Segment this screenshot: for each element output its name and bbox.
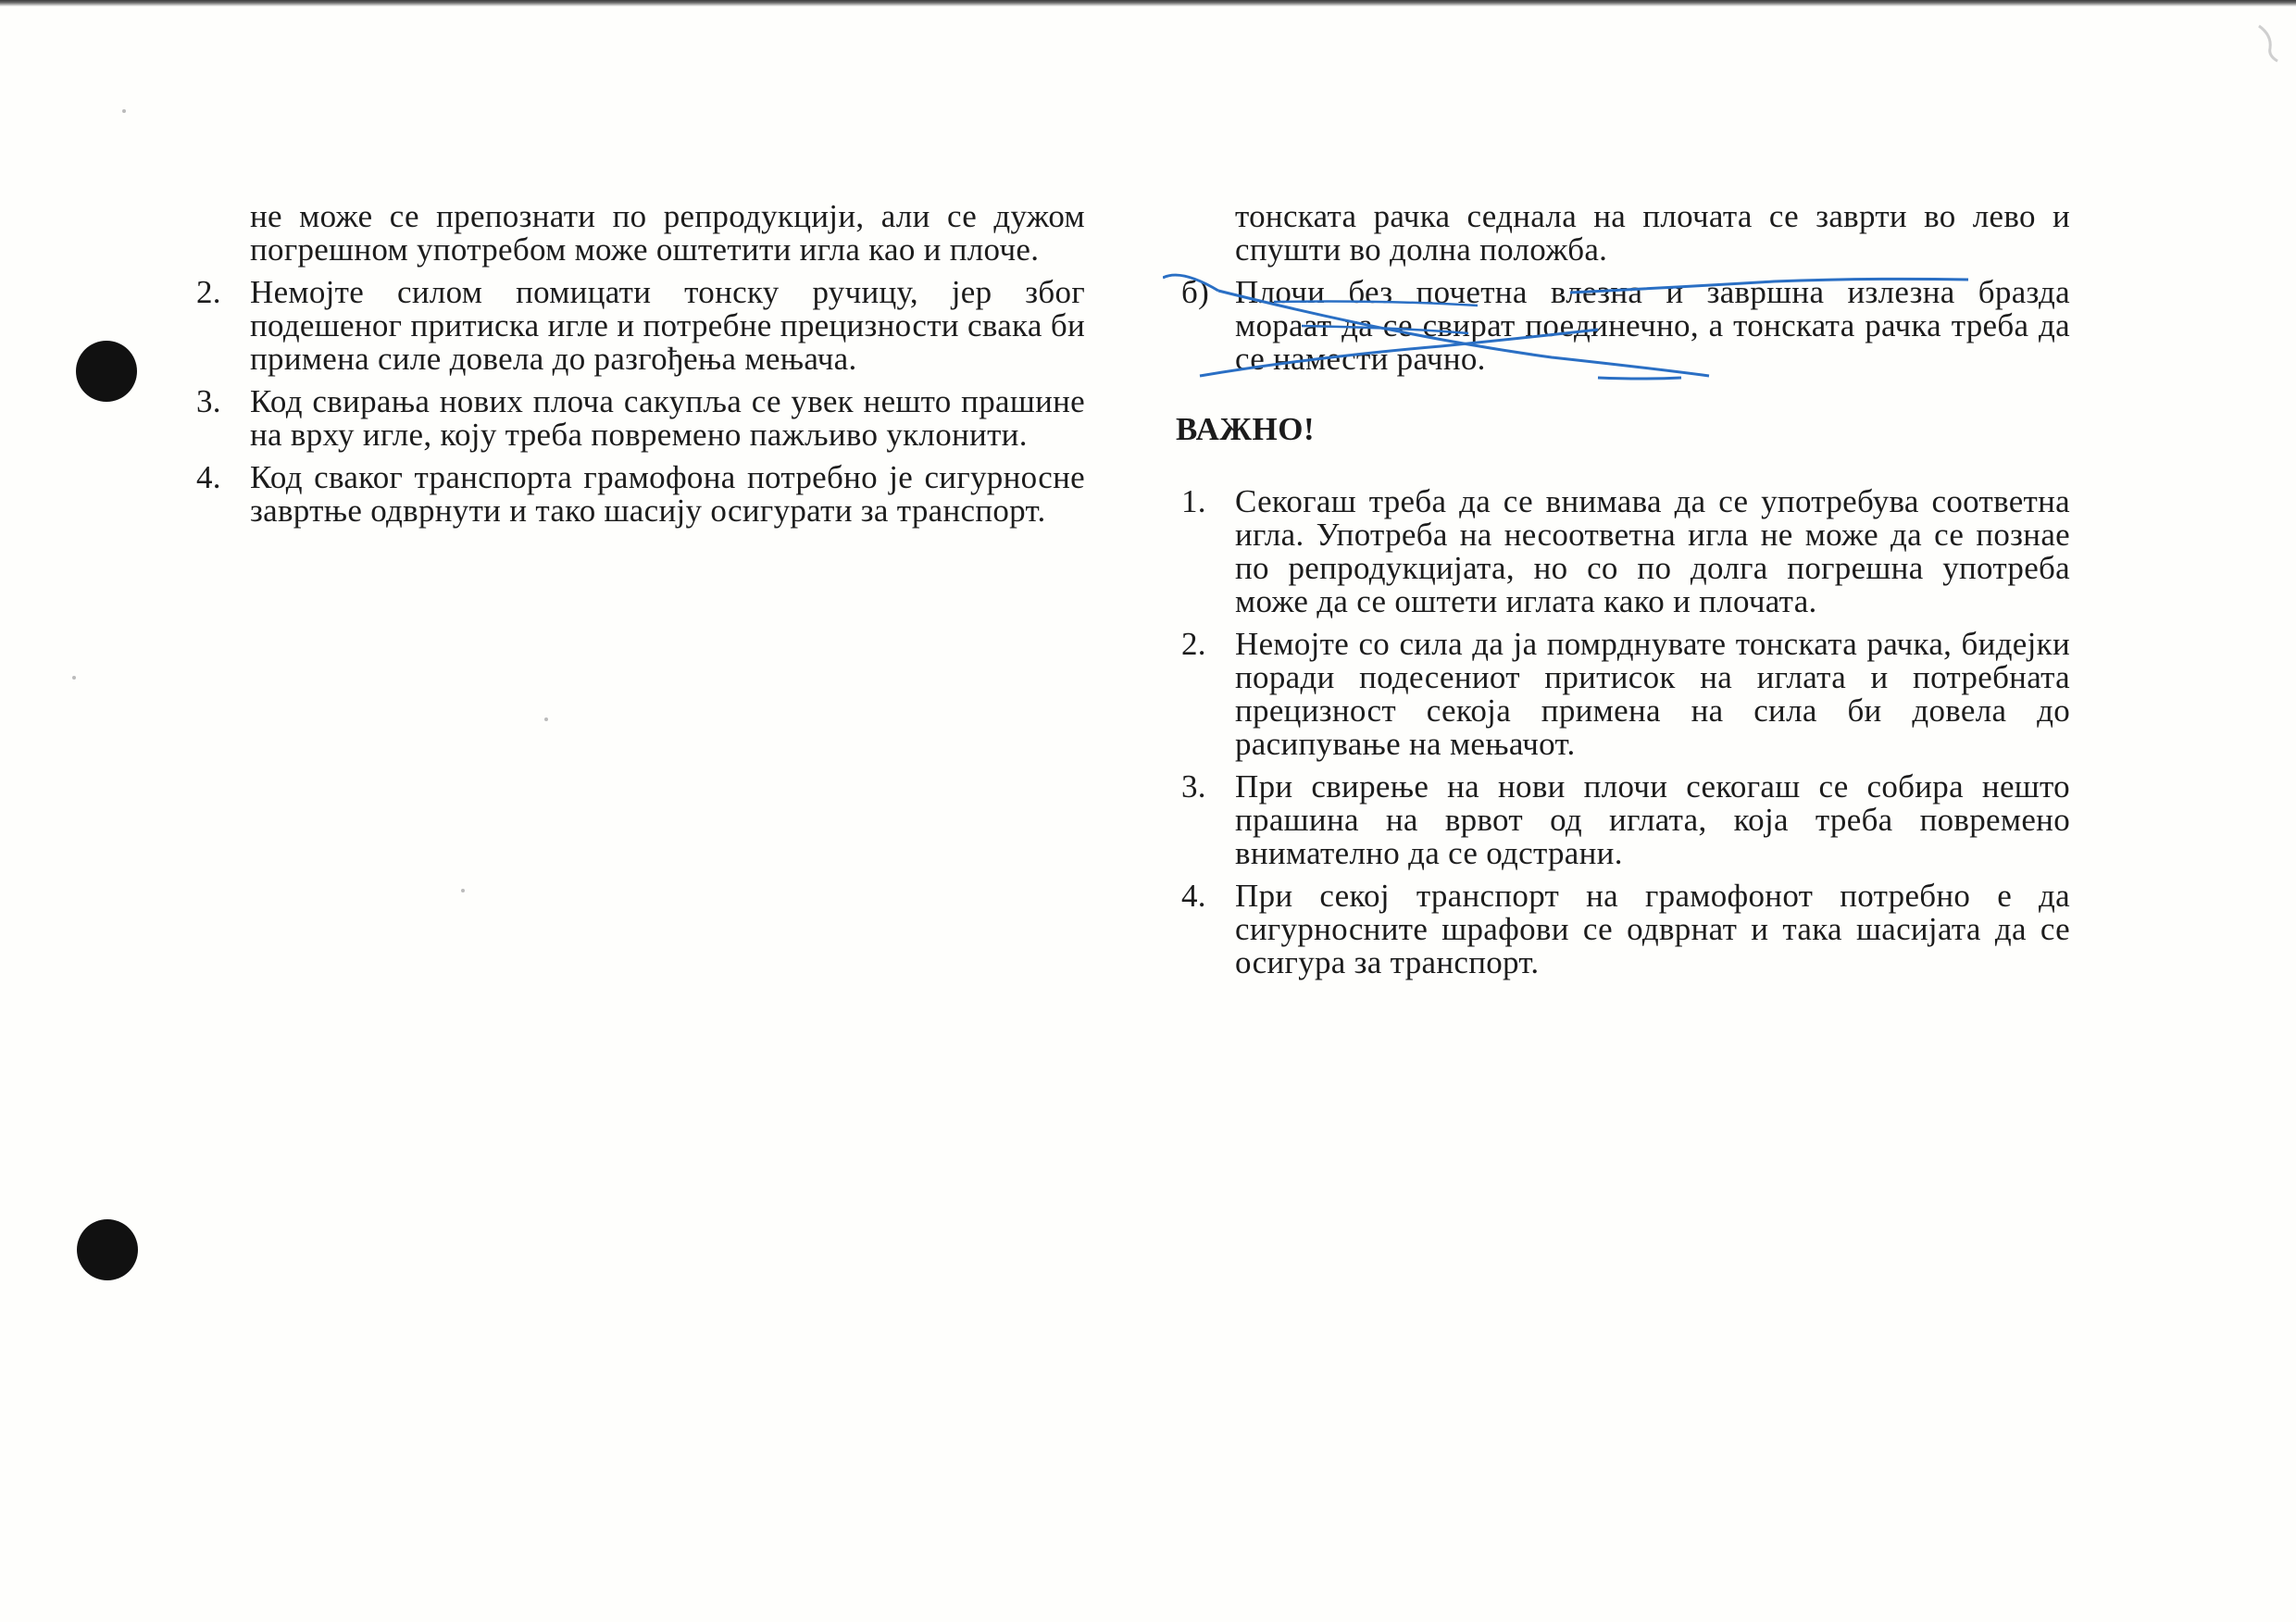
list-item	[1176, 770, 2070, 870]
left-continuation-text: не може се препознати по репродукцији, али се дужом погрешном употребом може оштетити игла као и плоче.	[250, 198, 1085, 268]
page-corner-fold	[2240, 0, 2296, 83]
list-number: 2.	[1181, 626, 1206, 662]
list-item	[1176, 485, 2070, 618]
struck-item-text: Плочи без почетна влезна и завршна излезна бразда мораат да се свират поединечно, а тонската рачка треба да се намести рачно.	[1235, 274, 2070, 377]
list-item-text: Немојте со сила да ја помрднувате тонската рачка, бидејки поради подесениот притисок на иглата и потребната прецизност секоја примена на сила би довела до расипување на мењачот.	[1235, 626, 2070, 762]
list-number: 3.	[1181, 768, 1206, 805]
list-item-text: Код свирања нових плоча сакупља се увек нешто прашине на врху игле, коју треба повремено пажљиво уклонити.	[250, 383, 1085, 453]
list-item-text: При свирење на нови плочи секогаш се собира нешто прашина на врвот од иглата, која треба повремено внимателно да се одстрани.	[1235, 768, 2070, 871]
list-number: 2.	[196, 274, 221, 310]
list-item-text: При секој транспорт на грамофонот потребно е да сигурносните шрафови се одврнат и така шасијата да се осигура за транспорт.	[1235, 878, 2070, 980]
list-item	[191, 385, 1085, 452]
list-item-text: Немојте силом помицати тонску ручицу, јер због подешеног притиска игле и потребне прецизности свака би примена силе довела до разгођења мењача.	[250, 274, 1085, 377]
list-item	[191, 276, 1085, 376]
list-number: 4.	[196, 459, 221, 495]
struck-list-item	[1176, 276, 2070, 376]
struck-through-section	[1176, 276, 2070, 376]
section-heading: ВАЖНО!	[1176, 411, 1316, 447]
list-item	[1176, 628, 2070, 761]
left-column	[191, 200, 1085, 537]
punch-hole-bottom	[77, 1219, 138, 1280]
list-letter: б)	[1181, 274, 1210, 310]
paper-speck	[544, 717, 548, 721]
right-column	[1176, 200, 2070, 989]
right-continuation-text: тонската рачка седнала на плочата се заврти во лево и спушти во долна положба.	[1235, 198, 2070, 268]
punch-hole-top	[76, 341, 137, 402]
page-top-edge	[0, 0, 2296, 6]
list-number: 3.	[196, 383, 221, 419]
paper-speck	[461, 889, 465, 892]
paper-speck	[122, 109, 126, 113]
list-number: 1.	[1181, 483, 1206, 519]
list-item-text: Секогаш треба да се внимава да се употребува соответна игла. Употреба на несоответна игла не може да се познае по репродукцијата, но со по долга погрешна употреба може да се оштети иглата како и плочата.	[1235, 483, 2070, 619]
list-number: 4.	[1181, 878, 1206, 914]
list-item-text: Код сваког транспорта грамофона потребно је сигурносне завртње одврнути и тако шасију осигурати за транспорт.	[250, 459, 1085, 529]
list-item	[1176, 880, 2070, 979]
paper-speck	[72, 676, 76, 680]
list-item	[191, 461, 1085, 528]
